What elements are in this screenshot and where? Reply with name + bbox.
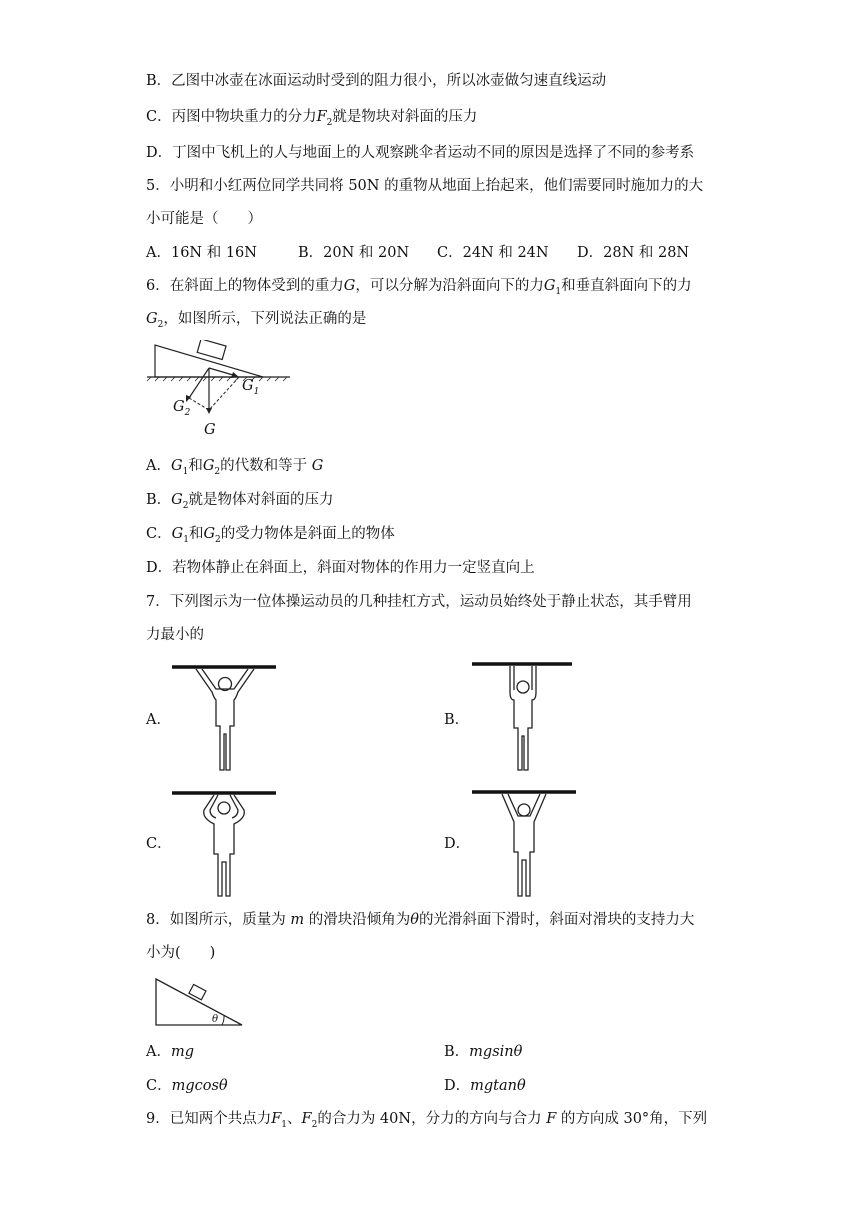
fig-label-g2: $G_2$ xyxy=(173,399,191,418)
q5-stem-line1: 5．小明和小红两位同学共同将 50N 的重物从地面上抬起来，他们需要同时施加力的大 xyxy=(146,178,704,194)
fig-label-g: G xyxy=(204,422,216,438)
g2-arrow xyxy=(189,368,209,398)
q6-option-b: B．$G_2$就是物体对斜面的压力 xyxy=(146,492,334,511)
q4-var-sub: 2 xyxy=(326,117,333,128)
q5-option-b: B．20N 和 20N xyxy=(298,245,410,261)
q7-figure-b xyxy=(470,660,574,774)
q5-stem-line2: 小可能是（ ） xyxy=(146,211,262,227)
q6-stem-g1-sub: 1 xyxy=(555,286,562,297)
q6-stem-mid: ，可以分解为沿斜面向下的力 xyxy=(355,278,544,294)
block xyxy=(197,340,226,360)
q6-stem-g1: G xyxy=(543,278,556,294)
q8-option-a: A．mg xyxy=(146,1044,195,1060)
q6-option-a: A．$G_1$和$G_2$的代数和等于 G xyxy=(146,458,324,477)
q5-option-d: D．28N 和 28N xyxy=(577,245,690,261)
q7-figure-c xyxy=(170,788,280,900)
q5-option-c: C．24N 和 24N xyxy=(437,245,549,261)
q8-option-b: B．mgsinθ xyxy=(444,1044,523,1060)
q4-option-d: D．丁图中飞机上的人与地面上的人观察跳伞者运动不同的原因是选择了不同的参考系 xyxy=(146,145,695,161)
q6-stem-g2: G xyxy=(146,311,158,327)
q7-figure-a xyxy=(170,662,280,774)
q6-stem-post: 和垂直斜面向下的力 xyxy=(561,278,692,294)
q8-stem-line2: 小为( ) xyxy=(146,945,216,961)
q7-figure-d xyxy=(470,786,580,900)
q6-stem-pre: 6．在斜面上的物体受到的重力 xyxy=(146,278,344,294)
fig-label-g1: $G_1$ xyxy=(242,378,260,397)
q9-stem-line1: 9．已知两个共点力$F_1$、$F_2$的合力为 40N，分力的方向与合力 F 的方向成 30°角，下列 xyxy=(146,1111,708,1130)
q7-label-d: D． xyxy=(444,836,471,852)
q8-stem-line1: 8．如图所示，质量为 m 的滑块沿倾角为θ的光滑斜面下滑时，斜面对滑块的支持力大 xyxy=(146,912,695,928)
q8-fig-theta: θ xyxy=(212,1014,219,1025)
q8-incline-figure xyxy=(152,975,247,1030)
q8-option-c: C．mgcosθ xyxy=(146,1078,228,1094)
q7-label-c: C． xyxy=(146,836,172,852)
q6-incline-figure xyxy=(145,340,295,445)
q6-stem-line2 xyxy=(146,309,366,335)
q6-option-d: D．若物体静止在斜面上，斜面对物体的作用力一定竖直向上 xyxy=(146,560,535,576)
q4-option-c xyxy=(146,107,477,133)
q6-stem2-post: ，如图所示，下列说法正确的是 xyxy=(163,311,367,327)
q5-options xyxy=(146,243,706,263)
dashed-line xyxy=(189,398,209,410)
q7-stem-line2: 力最小的 xyxy=(146,627,204,643)
q7-stem-line1: 7．下列图示为一位体操运动员的几种挂杠方式，运动员始终处于静止状态，其手臂用 xyxy=(146,594,692,610)
q7-label-a: A． xyxy=(146,712,171,728)
q6-stem-line1 xyxy=(146,276,692,302)
q7-label-b: B． xyxy=(444,712,470,728)
q8-option-d: D．mgtanθ xyxy=(444,1078,526,1094)
q4-option-c-pre: C．丙图中物块重力的分力 xyxy=(146,109,317,125)
g1-arrow xyxy=(209,368,233,375)
q5-option-a: A．16N 和 16N xyxy=(146,245,257,261)
q6-option-c: C．$G_1$和$G_2$的受力物体是斜面上的物体 xyxy=(146,526,395,545)
q4-option-c-post: 就是物块对斜面的压力 xyxy=(332,109,478,125)
q6-stem-g: G xyxy=(343,278,356,294)
dashed-line-2 xyxy=(209,377,239,410)
q6-stem-g2-sub: 2 xyxy=(157,319,164,330)
q4-option-b: B．乙图中冰壶在冰面运动时受到的阻力很小，所以冰壶做匀速直线运动 xyxy=(146,73,607,89)
q4-var-f: F xyxy=(316,109,327,125)
